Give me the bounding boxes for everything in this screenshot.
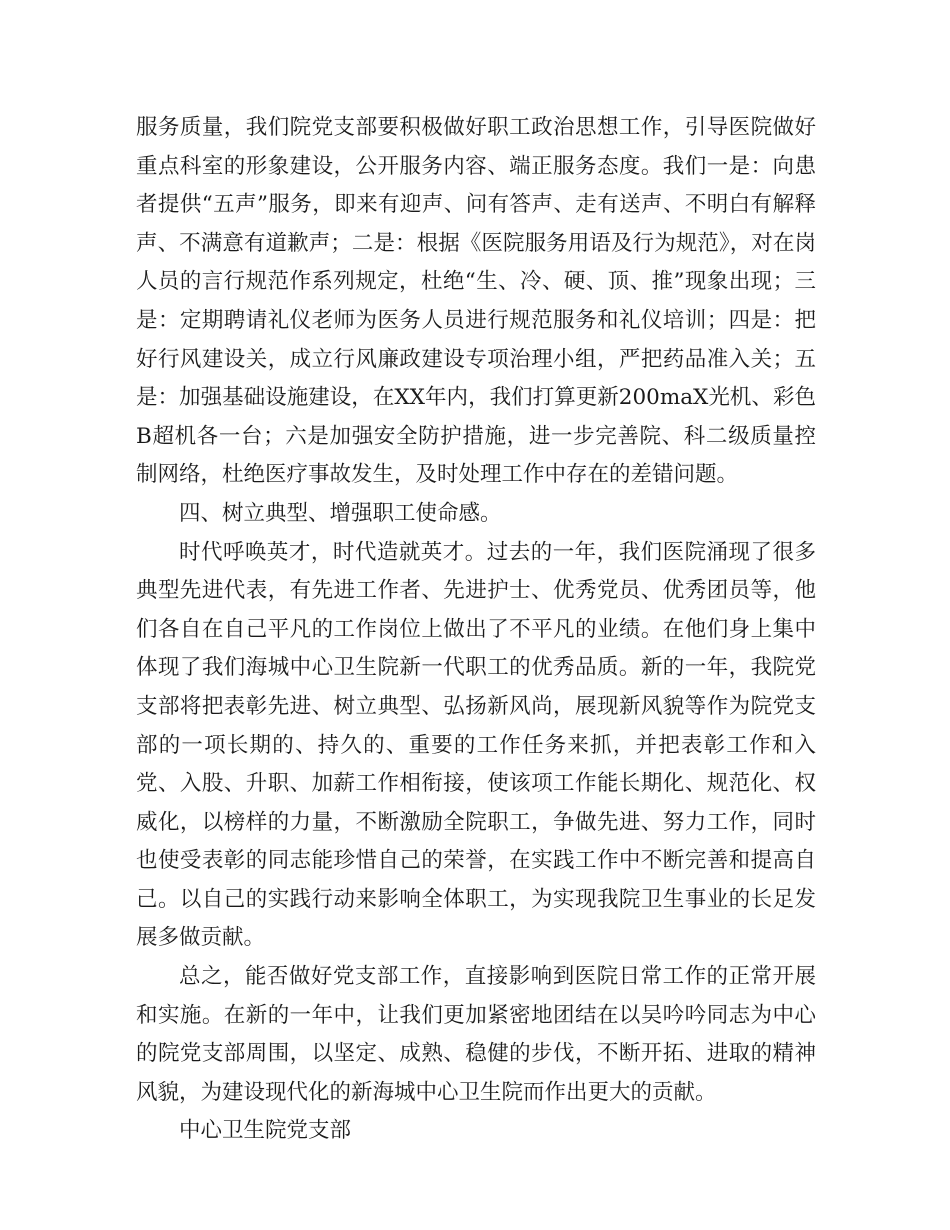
signature: 中心卫生院党支部 <box>179 1118 352 1144</box>
paragraph-conclusion: 总之，能否做好党支部工作，直接影响到医院日常工作的正常开展和实施。在新的一年中，让我们更加紧密地团结在以吴吟吟同志为中心的院党支部周围，以坚定、成熟、稳健的步伐，不断开拓、进取的精神风貌，为建设现代化的新海城中心卫生院而作出更大的贡献。 <box>136 964 816 1105</box>
paragraph-service-quality: 服务质量，我们院党支部要积极做好职工政治思想工作，引导医院做好重点科室的形象建设，公开服务内容、端正服务态度。我们一是：向患者提供“五声”服务，即来有迎声、问有答声、走有送声、不明白有解释声、不满意有道歉声；二是：根据《医院服务用语及行为规范》，对在岗人员的言行规范作系列规定，杜绝“生、冷、硬、顶、推”现象出现；三是：定期聘请礼仪老师为医务人员进行规范服务和礼仪培训；四是：把好行风建设关，成立行风廉政建设专项治理小组，严把药品准入关；五是：加强基础设施建设，在XX年内，我们打算更新200maX光机、彩色B超机各一台；六是加强安全防护措施，进一步完善院、科二级质量控制网络，杜绝医疗事故发生，及时处理工作中存在的差错问题。 <box>136 115 816 488</box>
paragraph-role-models: 时代呼唤英才，时代造就英才。过去的一年，我们医院涌现了很多典型先进代表，有先进工作者、先进护士、优秀党员、优秀团员等，他们各自在自己平凡的工作岗位上做出了不平凡的业绩。在他们身上集中体现了我们海城中心卫生院新一代职工的优秀品质。新的一年，我院党支部将把表彰先进、树立典型、弘扬新风尚，展现新风貌等作为院党支部的一项长期的、持久的、重要的工作任务来抓，并把表彰工作和入党、入股、升职、加薪工作相衔接，使该项工作能长期化、规范化、权威化，以榜样的力量，不断激励全院职工，争做先进、努力工作，同时也使受表彰的同志能珍惜自己的荣誉，在实践工作中不断完善和提高自己。以自己的实践行动来影响全体职工，为实现我院卫生事业的长足发展多做贡献。 <box>136 539 816 951</box>
document-body <box>136 109 816 1151</box>
section-heading-4: 四、树立典型、增强职工使命感。 <box>179 500 502 526</box>
